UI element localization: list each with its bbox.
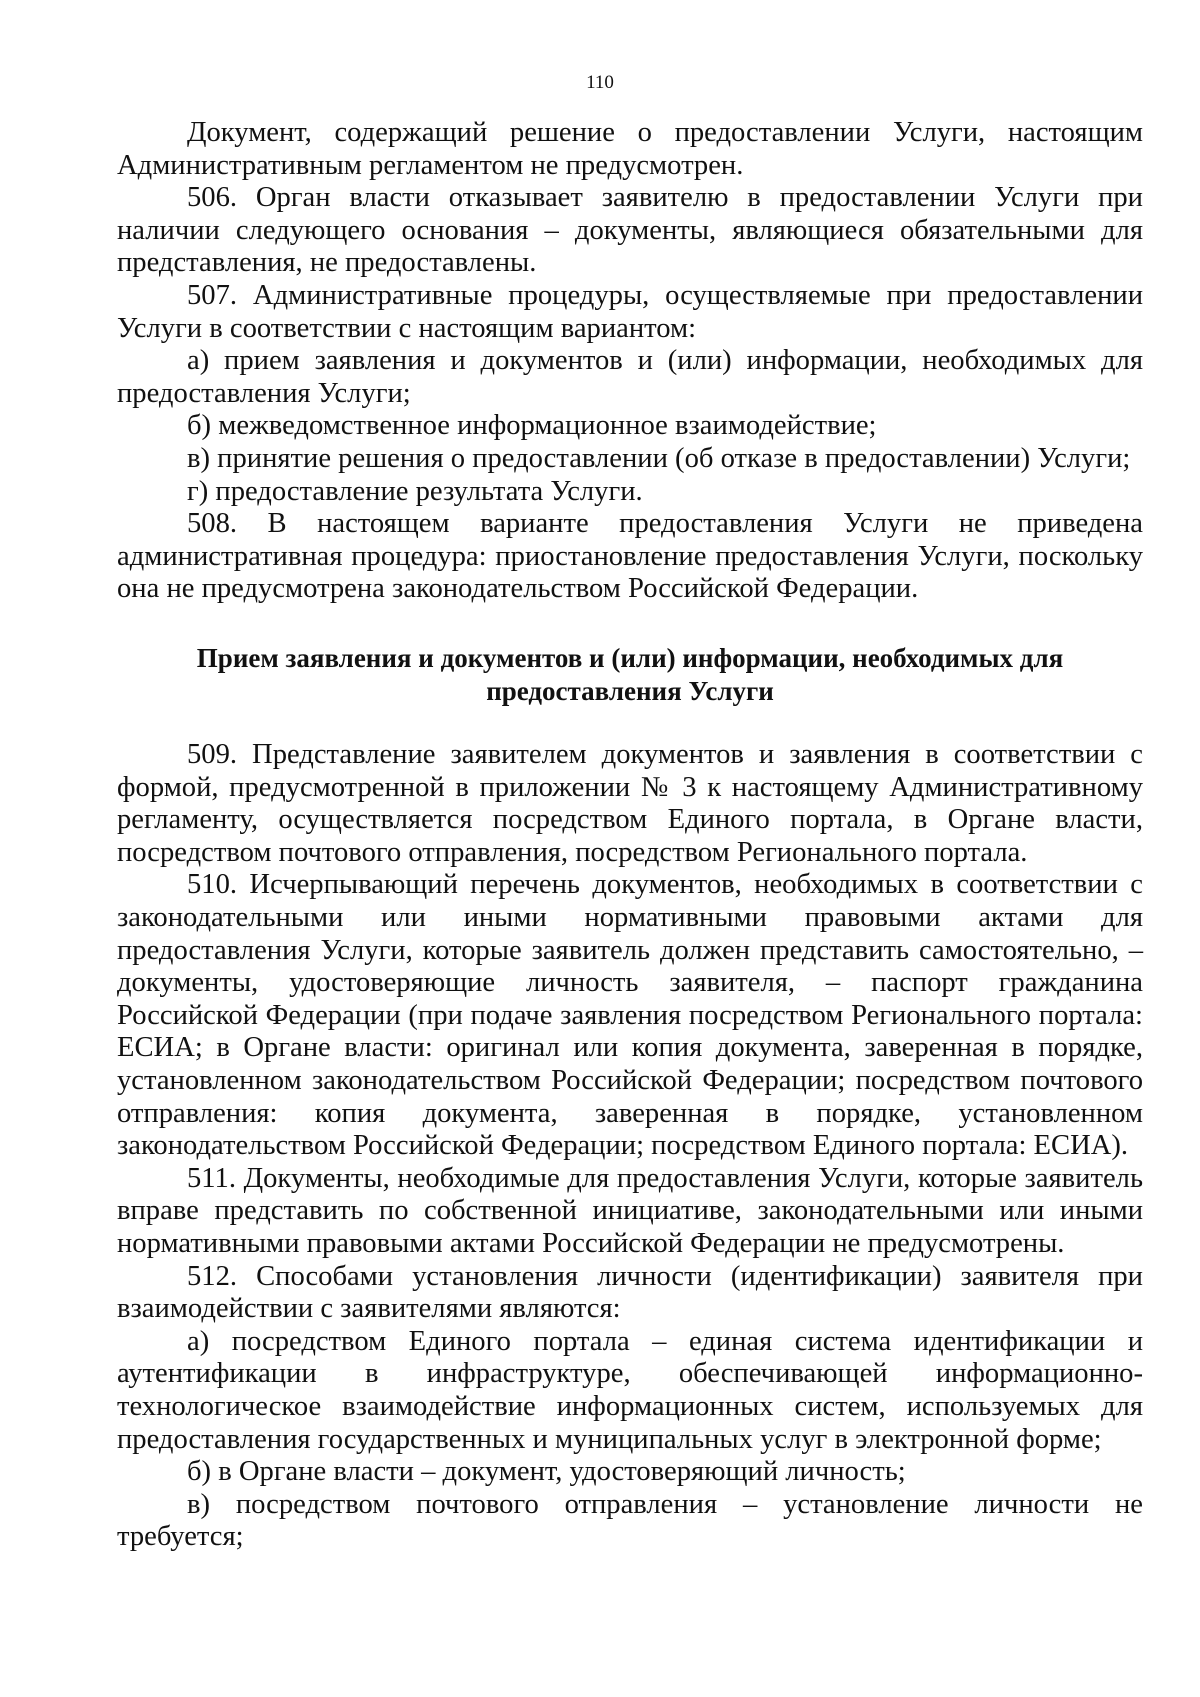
list-item-507-a: а) прием заявления и документов и (или) информации, необходимых для предоставления Услуги; bbox=[117, 345, 1143, 409]
list-item-507-b: б) межведомственное информационное взаимодействие; bbox=[187, 410, 877, 442]
list-item-512-a: а) посредством Единого портала – единая система идентификации и аутентификации в инфраструктуре, обеспечивающей информационно-технологическое взаимодействие информационных систем, используемых для предоставления государственных и муниципальных услуг в электронной форме; bbox=[117, 1325, 1143, 1455]
list-item-512-v: в) посредством почтового отправления – установление личности не требуется; bbox=[117, 1488, 1143, 1553]
list-item-507-g: г) предоставление результата Услуги. bbox=[187, 475, 643, 507]
paragraph-512: 512. Способами установления личности (идентификации) заявителя при взаимодействии с заявителями являются: bbox=[117, 1260, 1143, 1325]
paragraph-510: 510. Исчерпывающий перечень документов, необходимых в соответствии с законодательными или иными нормативными правовыми актами для предоставления Услуги, которые заявитель должен представить самостоятельно, – документы, удостоверяющие личность заявителя, – паспорт гражданина Российской Федерации (при подаче заявления посредством Регионального портала: ЕСИА; в Органе власти: оригинал или копия документа, заверенная в порядке, установленном законодательством Российской Федерации; посредством почтового отправления: копия документа, заверенная в порядке, установленном законодательством Российской Федерации; посредством Единого портала: ЕСИА). bbox=[117, 869, 1143, 1162]
section-heading bbox=[117, 642, 1143, 707]
paragraph-result-document: Документ, содержащий решение о предоставлении Услуги, настоящим Административным регламентом не предусмотрен. bbox=[117, 117, 1143, 181]
page-content bbox=[117, 117, 1143, 1554]
paragraph-508: 508. В настоящем варианте предоставления Услуги не приведена административная процедура: приостановление предоставления Услуги, поскольку она не предусмотрена законодательством Российской Федерации. bbox=[117, 508, 1143, 605]
paragraph-511: 511. Документы, необходимые для предоставления Услуги, которые заявитель вправе представить по собственной инициативе, законодательными или иными нормативными правовыми актами Российской Федерации не предусмотрены. bbox=[117, 1162, 1143, 1259]
paragraph-506: 506. Орган власти отказывает заявителю в предоставлении Услуги при наличии следующего основания – документы, являющиеся обязательными для представления, не предоставлены. bbox=[117, 182, 1143, 279]
list-item-512-b: б) в Органе власти – документ, удостоверяющий личность; bbox=[187, 1456, 906, 1488]
paragraph-507: 507. Административные процедуры, осуществляемые при предоставлении Услуги в соответствии с настоящим вариантом: bbox=[117, 279, 1143, 344]
section-heading-line-2: предоставления Услуги bbox=[486, 675, 774, 706]
section-heading-line-1: Прием заявления и документов и (или) информации, необходимых для bbox=[196, 642, 1064, 673]
page-number: 110 bbox=[586, 72, 614, 93]
paragraph-509: 509. Представление заявителем документов и заявления в соответствии с формой, предусмотренной в приложении № 3 к настоящему Административному регламенту, осуществляется посредством Единого портала, в Органе власти, посредством почтового отправления, посредством Регионального портала. bbox=[117, 739, 1143, 868]
list-item-507-v: в) принятие решения о предоставлении (об отказе в предоставлении) Услуги; bbox=[187, 442, 1131, 474]
